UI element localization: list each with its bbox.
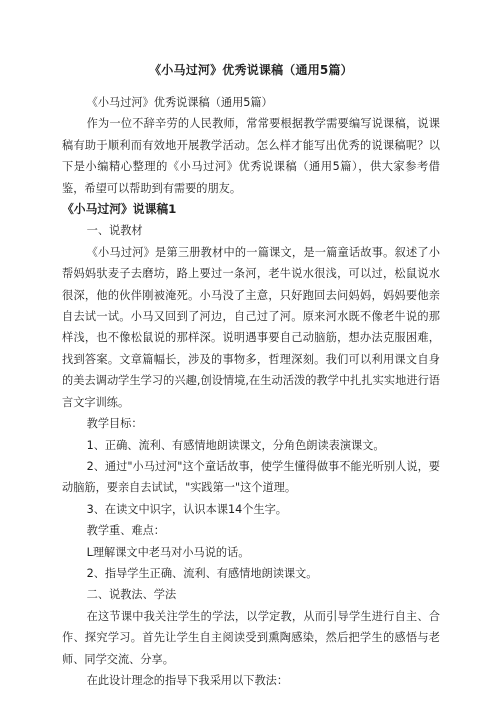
key-point-item: 2、指导学生正确、流利、有感情地朗读课文。 [86, 566, 318, 580]
goal-item: 2、通过"小马过河"这个童话故事，使学生懂得做事不能光听别人说，要动脑筋，要亲自去试试，"实践第一"这个道理。 [62, 459, 440, 495]
intro-title-line: 《小马过河》优秀说课稿（通用5篇） [86, 96, 273, 109]
goals-label: 教学目标： [86, 417, 143, 431]
key-points-label: 教学重、难点： [86, 524, 165, 538]
method-paragraph: 在这节课中我关注学生的学法，以学定教，从而引导学生进行自主、合作、探究学习。首先让学生自主阅读受到熏陶感染，然后把学生的感悟与老师、同学交流、分享。 [62, 609, 440, 666]
key-point-item: L理解课文中老马对小马说的话。 [86, 545, 250, 559]
document-title: 《小马过河》优秀说课稿（通用5篇） [149, 63, 353, 77]
closing-line: 在此设计理念的指导下我采用以下教法： [86, 673, 289, 687]
goal-item: 1、正确、流利、有感情地朗读课文，分角色朗读表演课文。 [86, 438, 385, 452]
section-heading: 《小马过河》说课稿1 [62, 202, 177, 217]
goal-item: 3、在读文中识字，认识本课14个生字。 [86, 502, 287, 516]
intro-paragraph: 作为一位不辞辛劳的人民教师，常常要根据教学需要编写说课稿，说课稿有助于顺利而有效地开展教学活动。怎么样才能写出优秀的说课稿呢？以下是小编精心整理的《小马过河》优秀说课稿（通用5篇），供大家参考借鉴，希望可以帮助到有需要的朋友。 [62, 117, 440, 195]
material-paragraph: 《小马过河》是第三册教材中的一篇课文，是一篇童话故事。叙述了小帮妈妈驮麦子去磨坊，路上要过一条河，老牛说水很浅，可以过，松鼠说水很深，他的伙伴刚被淹死。小马没了主意，只好跑回去问妈妈，妈妈要他亲自去试一试。小马又回到了河边，自己过了河。原来河水既不像老牛说的那样浅，也不像松鼠说的那样深。说明遇事要自己动脑筋，想办法克服困难，找到答案。文章篇幅长，涉及的事物多，哲理深刻。我们可以利用课文自身的美去调动学生学习的兴趣,创设情境,在生动活泼的教学中扎扎实实地进行语言文字训练。 [62, 245, 440, 409]
part-one-heading: 一、说教材 [86, 224, 143, 238]
part-two-heading: 二、说教法、学法 [86, 588, 177, 602]
